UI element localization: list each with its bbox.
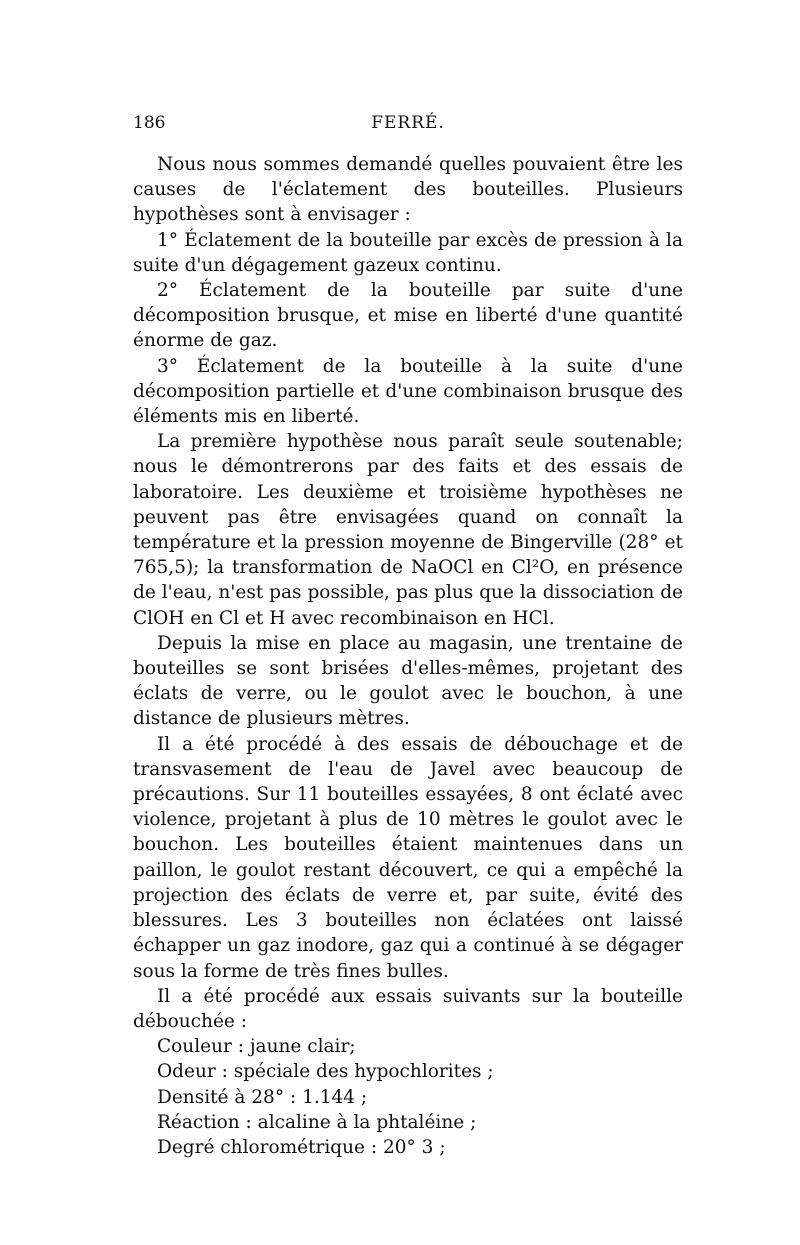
property-line: Odeur : spéciale des hypochlorites ; <box>157 1061 494 1083</box>
paragraph: Nous nous sommes demandé quelles pouvaient être les causes de l'éclatement des bouteilles. Plusieurs hypothèses sont à envisager : <box>133 154 683 226</box>
property-line: Réaction : alcaline à la phtaléine ; <box>157 1111 477 1133</box>
paragraph: 3° Éclatement de la bouteille à la suite d'une décomposition partielle et d'une combinaison brusque des éléments mis en liberté. <box>133 355 683 428</box>
paragraph: La première hypothèse nous paraît seule soutenable; nous le démontrerons par des faits et des essais de laboratoire. Les deuxième et troisième hypothèses ne peuvent pas être envisagées quand on connaît la température et la pression moyenne de Bingerville (28° et 765,5); la transformation de NaOCl en Cl²O, en présence de l'eau, n'est pas possible, pas plus que la dissociation de ClOH en Cl et H avec recombinaison en HCl. <box>133 431 683 629</box>
body-text <box>133 152 683 1160</box>
paragraph: Il a été procédé à des essais de débouchage et de transvasement de l'eau de Javel avec beaucoup de précautions. Sur 11 bouteilles essayées, 8 ont éclaté avec violence, projetant à plus de 10 mètres le goulot avec le bouchon. Les bouteilles étaient maintenues dans un paillon, le goulot restant découvert, ce qui a empêché la projection des éclats de verre et, par suite, évité des blessures. Les 3 bouteilles non éclatées ont laissé échapper un gaz inodore, gaz qui a continué à se dégager sous la forme de très fines bulles. <box>133 733 683 982</box>
paragraph: 2° Éclatement de la bouteille par suite d'une décomposition brusque, et mise en liberté d'une quantité énorme de gaz. <box>133 280 683 352</box>
paragraph: Il a été procédé aux essais suivants sur la bouteille débouchée : <box>133 985 683 1032</box>
property-line: Densité à 28° : 1.144 ; <box>157 1086 368 1108</box>
paragraph: 1° Éclatement de la bouteille par excès de pression à la suite d'un dégagement gazeux continu. <box>133 229 683 276</box>
property-line: Couleur : jaune clair; <box>157 1036 356 1058</box>
property-line: Degré chlorométrique : 20° 3 ; <box>157 1136 446 1158</box>
running-title: FERRÉ. <box>371 113 445 133</box>
page-number: 186 <box>133 113 166 133</box>
paragraph: Depuis la mise en place au magasin, une trentaine de bouteilles se sont brisées d'elles-mêmes, projetant des éclats de verre, ou le goulot avec le bouchon, à une distance de plusieurs mètres. <box>133 632 683 730</box>
page-header <box>133 113 683 139</box>
